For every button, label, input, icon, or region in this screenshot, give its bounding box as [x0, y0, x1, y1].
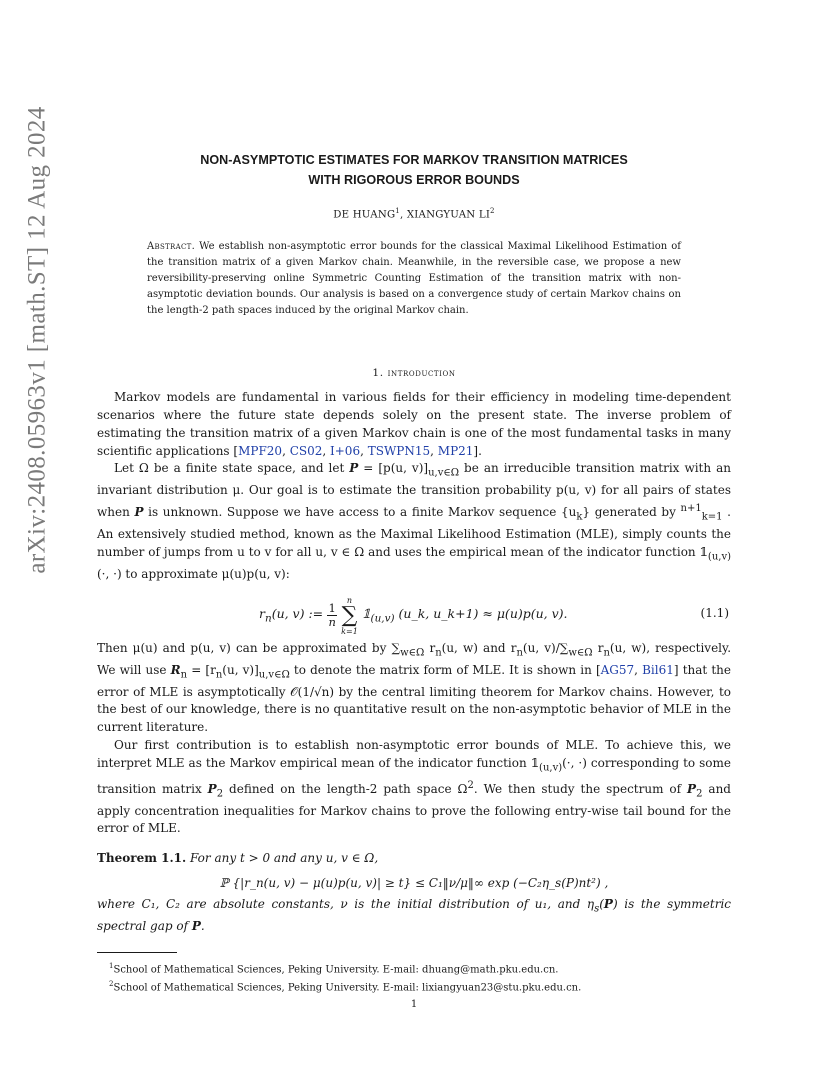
footnote-text: School of Mathematical Sciences, Peking University. E-mail: lixiangyuan23@stu.pku.edu.cn.: [113, 982, 582, 994]
para2-text: . An extensively studied method, known as the Maximal Likelihood Estimation (MLE), simply counts the number of jumps from u to v for all u, v ∈ Ω and uses the empirical mean of the indicator function 𝟙: [97, 505, 731, 559]
para3-text: to denote the matrix form of MLE. It is shown in: [289, 662, 596, 677]
subscript: 2: [216, 788, 224, 800]
page-number: 1: [410, 999, 418, 1011]
theorem-statement: [97, 850, 731, 868]
equation-number: (1.1): [700, 605, 729, 620]
theorem-1-1: [97, 850, 731, 936]
section-number: 1.: [372, 367, 384, 380]
para3-text: Then μ(u) and p(u, v) can be approximated by ∑: [97, 640, 401, 655]
bracket: [: [595, 662, 601, 677]
subscript: s: [594, 903, 600, 915]
subscript: n: [180, 669, 188, 681]
para4-text: Our first contribution is to establish non-asymptotic error bounds of MLE. To achieve this, we interpret MLE as the Markov empirical mean of the indicator function 𝟙: [97, 737, 731, 770]
paragraph-1: Markov models are fundamental in various fields for their efficiency in modeling time-dependent scenarios where the future state depends solely on the present state. The inverse problem of estimating the transition matrix of a given Markov chain is one of the most fundamental tasks in many scientific applications [MPF20, CS02, I+06, TSWPN15, MP21].: [97, 390, 731, 458]
subscript: n: [435, 646, 442, 658]
denominator: n: [328, 615, 336, 630]
author-1: DE HUANG: [333, 209, 396, 221]
paper-page: [97, 150, 731, 1010]
matrix-P: P: [134, 505, 144, 519]
subscript: (u,v): [539, 761, 563, 773]
theorem-tail-text: ) is the symmetric spectral gap of: [97, 896, 732, 933]
subscript: u,v∈Ω: [258, 669, 290, 681]
bracket: ]: [673, 662, 679, 677]
theorem-display: ℙ {|r_n(u, v) − μ(u)p(u, v)| ≥ t} ≤ C₁‖ν/μ‖∞ exp (−C₂η_s(P)nt²) ,: [219, 875, 609, 890]
subscript: w∈Ω: [400, 646, 425, 658]
equation-body: [259, 596, 568, 636]
para3-text: r: [424, 640, 436, 655]
subscript: (u,v): [370, 612, 395, 625]
para3-text: that the error of MLE is asymptotically 𝒪(1/√n) by the central limiting theorem for Markov chains. However, to the best of our knowledge, there is no quantitative result on the non-asymptotic behavior of MLE in the current literature.: [97, 662, 732, 735]
eq-args: (u, v) :=: [271, 606, 324, 622]
equation-1-1: [97, 588, 731, 636]
para2-text: Let Ω be a finite state space, and let: [114, 461, 350, 476]
para3-text: (u, v)/∑: [522, 640, 569, 655]
eq-rhs: [362, 606, 568, 625]
subscript: w∈Ω: [568, 646, 593, 658]
abstract-label: Abstract.: [147, 241, 196, 253]
para3-text: (u, w), respectively. We will use: [97, 640, 732, 677]
matrix-P: P: [191, 918, 201, 933]
footnote-mark: 1: [109, 961, 114, 970]
bracket: [: [233, 443, 239, 458]
para2-text: is unknown. Suppose we have access to a finite Markov sequence {u: [143, 505, 577, 519]
eq-lhs: [259, 606, 323, 625]
subscript: 2: [696, 788, 703, 800]
subscript: k=1: [701, 511, 723, 523]
para4-text: . We then study the spectrum of: [473, 781, 688, 796]
citation-mp21[interactable]: MP21: [437, 443, 474, 458]
author-2: XIANGYUAN LI: [406, 209, 491, 221]
citation-i06[interactable]: I+06: [330, 443, 361, 458]
theorem-tail: [97, 896, 731, 936]
para4-text: and apply concentration inequalities for Markov chains to prove the following entry-wise tail bound for the error of MLE.: [97, 781, 731, 836]
bracket: ].: [473, 443, 482, 458]
footnote-2: [97, 977, 731, 995]
numerator: 1: [328, 601, 336, 616]
citation-ag57[interactable]: AG57: [600, 662, 635, 677]
para2-text: = [p(u, v)]: [358, 461, 429, 476]
indicator-symbol: 𝟙: [361, 606, 371, 622]
matrix-P: P: [603, 896, 613, 911]
author-2-mark[interactable]: 2: [490, 207, 495, 215]
eq-r: r: [259, 606, 265, 622]
citation-cs02[interactable]: CS02: [289, 443, 323, 458]
eq-rhs-text: (u_k, u_k+1) ≈ μ(u)p(u, v).: [398, 606, 568, 622]
superscript: 2: [467, 779, 474, 791]
matrix-P2: P: [207, 781, 217, 796]
theorem-tail-text: .: [200, 918, 205, 933]
subscript: n: [215, 669, 223, 681]
footnote-text: School of Mathematical Sciences, Peking University. E-mail: dhuang@math.pku.edu.cn.: [113, 964, 559, 976]
subscript: k: [576, 511, 583, 523]
author-separator: ,: [399, 209, 407, 221]
subscript: u,v∈Ω: [428, 467, 460, 479]
eq-fraction: [327, 602, 337, 629]
citation-bil61[interactable]: Bil61: [642, 662, 674, 677]
citation-mpf20[interactable]: MPF20: [238, 443, 283, 458]
superscript: n+1: [680, 503, 702, 514]
para4-text: defined on the length-2 path space Ω: [223, 781, 468, 796]
paragraph-4: [97, 737, 731, 838]
para2-text: (·, ·) to approximate μ(u)p(u, v):: [97, 566, 290, 581]
para2-text: be an irreducible transition matrix with an invariant distribution μ. Our goal is to estimate the transition probability p(u, v) for all pairs of states when: [97, 461, 731, 519]
paper-title: [97, 150, 731, 190]
footnote-rule: [97, 952, 177, 953]
subscript: n: [264, 612, 272, 625]
section-heading: [97, 367, 731, 379]
title-line-1: NON-ASYMPTOTIC ESTIMATES FOR MARKOV TRANSITION MATRICES: [200, 153, 628, 167]
author-1-mark[interactable]: 1: [395, 207, 400, 215]
theorem-heading: Theorem 1.1.: [97, 851, 187, 866]
subscript: (u,v): [707, 551, 731, 563]
arxiv-identifier: arXiv:2408.05963v1 [math.ST] 12 Aug 2024: [24, 106, 52, 574]
para3-text: (u, w) and r: [441, 640, 517, 655]
paragraph-2: [97, 460, 731, 583]
author-line: [97, 207, 731, 220]
section-title: introduction: [387, 367, 456, 380]
footnote-1: [97, 959, 731, 977]
arxiv-sidebar: [12, 20, 64, 660]
para2-text: } generated by: [582, 505, 681, 519]
subscript: n: [516, 646, 523, 658]
footnote-mark: 2: [109, 980, 114, 989]
matrix-P2: P: [687, 781, 697, 796]
matrix-R: R: [170, 662, 181, 677]
title-line-2: WITH RIGOROUS ERROR BOUNDS: [308, 173, 520, 187]
subscript: n: [603, 646, 610, 658]
citation-tswpn15[interactable]: TSWPN15: [367, 443, 431, 458]
para4-text: (·, ·) corresponding to some transition matrix: [97, 755, 731, 796]
para1-text: Markov models are fundamental in various fields for their efficiency in modeling time-dependent scenarios where the future state depends solely on the present state. The inverse problem of estimating the transition matrix of a given Markov chain is one of the most fundamental tasks in many scientific applications: [97, 390, 731, 458]
para3-text: r: [592, 640, 604, 655]
theorem-tail-text: (: [599, 896, 604, 911]
matrix-P: P: [349, 461, 359, 476]
para3-text: (u, v)]: [222, 662, 259, 677]
abstract-text: We establish non-asymptotic error bounds for the classical Maximal Likelihood Estimation of the transition matrix of a given Markov chain. Meanwhile, in the reversible case, we propose a new reversibility-preserving online Symmetric Counting Estimation of the transition matrix with non-asymptotic deviation bounds. Our analysis is based on a convergence study of certain Markov chains on the length-2 path spaces induced by the original Markov chain.: [147, 241, 681, 317]
paragraph-3: Then μ(u) and p(u, v) can be approximated by $\sum_{w\in\Omega}$ $r_n(u$, w) and $r_n(u$, $v)/\sum_{w\in\Omega}$ $r_n(u$, w), respectively. We will use $R_n = [r_n(u$, $v)]_{u,v\in\Omega}$ to denote the matrix form of MLE. It is shown in [AG57, Bil61] that the error of MLE is asymptotically 𝒪(1/√n) by the central limiting theorem for Markov chains. However, to the best of our knowledge, there is no quantitative result on the non-asymptotic behavior of MLE in the current literature.: [97, 640, 732, 735]
abstract: [147, 239, 681, 319]
theorem-tail-text: where C₁, C₂ are absolute constants, ν is the initial distribution of u₁, and η: [97, 896, 595, 911]
theorem-lead: For any t > 0 and any u, v ∈ Ω,: [190, 851, 379, 866]
sum-upper: n: [346, 595, 353, 605]
para3-text: = [r: [187, 662, 216, 677]
sum-lower: k=1: [341, 626, 358, 636]
footnotes: [97, 959, 731, 996]
sum-sign: ∑: [341, 602, 358, 628]
eq-sum: [341, 596, 358, 636]
